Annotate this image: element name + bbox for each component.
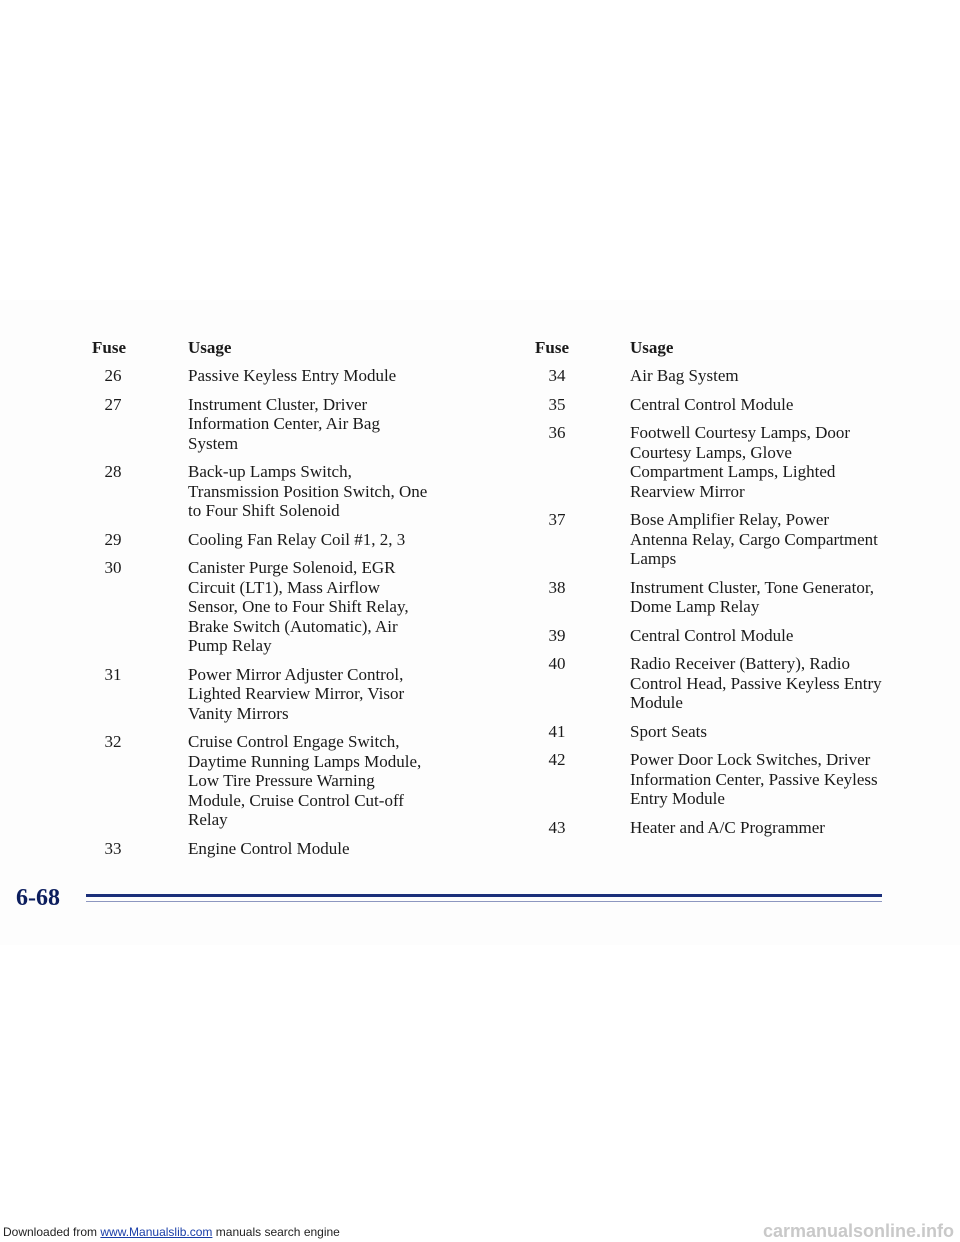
watermark: carmanualsonline.info (762, 1221, 954, 1241)
fuse-number: 43 (548, 817, 566, 837)
fuse-column-header: Fuse (535, 338, 569, 357)
table-row (0, 530, 480, 550)
table-row (480, 654, 960, 713)
table-row (480, 366, 960, 386)
footer-prefix: Downloaded from (3, 1225, 101, 1239)
fuse-usage: Power Door Lock Switches, Driver Information Center, Passive Keyless Entry Module (630, 750, 878, 808)
fuse-usage: Power Mirror Adjuster Control, Lighted Rearview Mirror, Visor Vanity Mirrors (188, 664, 405, 723)
fuse-usage: Sport Seats (630, 721, 707, 741)
fuse-usage: Air Bag System (630, 366, 739, 385)
fuse-table-left (0, 338, 480, 867)
manualslib-link[interactable]: www.Manualslib.com (100, 1225, 213, 1239)
fuse-usage: Bose Amplifier Relay, Power Antenna Relay, Cargo Compartment Lamps (630, 510, 878, 568)
table-row (480, 423, 960, 501)
table-row (0, 839, 480, 859)
table-row (480, 626, 960, 646)
fuse-usage: Canister Purge Solenoid, EGR Circuit (LT1), Mass Airflow Sensor, One to Four Shift Relay, Brake Switch (Automatic), Air Pump Relay (188, 558, 409, 655)
fuse-number: 28 (104, 462, 122, 481)
fuse-number: 30 (104, 558, 122, 577)
fuse-number: 35 (548, 394, 566, 414)
table-row (480, 722, 960, 742)
table-row (0, 732, 480, 830)
download-notice (3, 1225, 340, 1239)
fuse-number: 31 (104, 664, 122, 684)
page-number: 6-68 (16, 885, 60, 911)
table-row (0, 558, 480, 656)
fuse-number: 42 (548, 750, 566, 769)
fuse-number: 29 (104, 529, 122, 549)
fuse-usage: Passive Keyless Entry Module (188, 366, 397, 385)
fuse-table-right (480, 338, 960, 846)
table-row (480, 395, 960, 415)
download-footer (0, 1223, 960, 1242)
footer-rule (86, 894, 882, 897)
table-row (480, 578, 960, 617)
fuse-number: 27 (104, 394, 122, 414)
fuse-usage: Footwell Courtesy Lamps, Door Courtesy Lamps, Glove Compartment Lamps, Lighted Rearview Mirror (630, 423, 851, 501)
fuse-usage: Heater and A/C Programmer (630, 817, 825, 837)
fuse-number: 37 (548, 510, 566, 529)
fuse-usage: Central Control Module (630, 625, 794, 645)
fuse-usage: Instrument Cluster, Driver Information Center, Air Bag System (188, 394, 380, 453)
fuse-usage: Engine Control Module (188, 838, 350, 858)
fuse-usage: Central Control Module (630, 394, 794, 414)
table-row (0, 395, 480, 454)
table-row (480, 818, 960, 838)
fuse-number: 32 (104, 732, 122, 751)
fuse-usage: Cruise Control Engage Switch, Daytime Running Lamps Module, Low Tire Pressure Warning Module, Cruise Control Cut-off Relay (188, 732, 422, 829)
fuse-number: 39 (548, 625, 566, 645)
table-header (480, 338, 960, 366)
footer-rule-thin (86, 901, 882, 902)
usage-column-header: Usage (630, 338, 674, 357)
fuse-number: 41 (548, 721, 566, 741)
fuse-number: 34 (548, 366, 566, 385)
fuse-number: 40 (548, 654, 566, 673)
fuse-usage: Instrument Cluster, Tone Generator, Dome Lamp Relay (630, 577, 875, 616)
footer-suffix: manuals search engine (212, 1225, 340, 1239)
table-row (480, 510, 960, 569)
table-row (480, 750, 960, 809)
fuse-usage: Back-up Lamps Switch, Transmission Position Switch, One to Four Shift Solenoid (188, 462, 428, 520)
fuse-column-header: Fuse (92, 338, 126, 357)
fuse-number: 38 (548, 577, 566, 597)
fuse-usage: Radio Receiver (Battery), Radio Control Head, Passive Keyless Entry Module (630, 654, 882, 712)
usage-column-header: Usage (188, 338, 232, 357)
fuse-number: 26 (104, 366, 122, 385)
table-header (0, 338, 480, 366)
table-row (0, 462, 480, 521)
table-row (0, 366, 480, 386)
fuse-number: 36 (548, 423, 566, 442)
fuse-usage: Cooling Fan Relay Coil #1, 2, 3 (188, 529, 406, 549)
fuse-number: 33 (104, 838, 122, 858)
table-row (0, 665, 480, 724)
